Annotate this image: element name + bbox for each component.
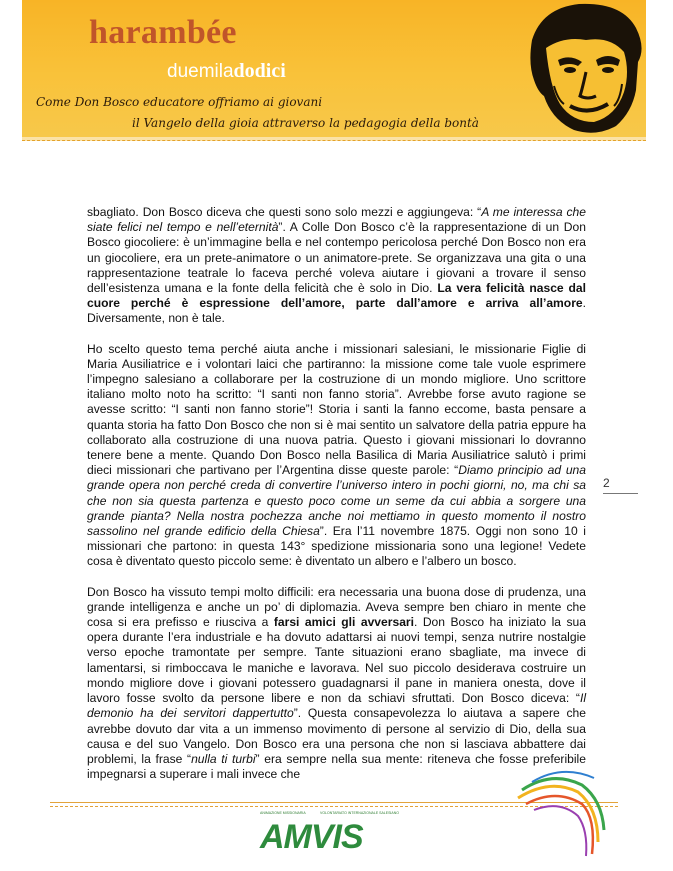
italic-text: Diamo principio ad una grande opera non perché creda di convertire l’universo intero in pochi giorni, no, ma chi sa che non sia questa partenza e questo poco come un seme da cui abbia a sorgere una grande pianta? Nella nostra pochezza anche noi mettiamo in questo momento il nostro sassolino nel grande edificio della Chiesa	[87, 463, 586, 539]
text-run: Don Bosco ha vissuto tempi molto difficili: era necessaria una buona dose di prudenza, una grande intelligenza e anche un po’ di diplomazia. Aveva sempre ben chiaro in mente che cosa si era prefisso e riusciva a	[87, 584, 586, 630]
motto-line-1: Come Don Bosco educatore offriamo ai giovani	[36, 95, 323, 109]
text-run: . Don Bosco ha iniziato la sua opera durante l’era industriale e ha dovuto adattarsi ai nuovi tempi, senza nutrire nostalgie verso epoche tramontate per sempre. Tante situazioni erano sbagliate, ma invece di lamentarsi, si rimboccava le maniche e lavorava. Nel suo piccolo desiderava costruire un mondo migliore dove i giovani potessero guadagnarsi il pane in maniera onesta, dove il lavoro fosse svolto da persone libere e non da schiavi sfruttati. Don Bosco diceva: “	[87, 615, 586, 706]
logo-wordmark: AMVIS	[260, 818, 363, 856]
text-run: Ho scelto questo tema perché aiuta anche i missionari salesiani, le missionarie Figlie di Maria Ausiliatrice e i volontari laici che partiranno: la missione come tale vuole esprimere l’impegno salesiano a collaborare per la costruzione di un mondo migliore. Uno scrittore italiano molto noto ha scritto: “I santi non fanno storia”. Avrebbe forse avuto ragione se avesse scritto: “I santi non fanno storie”! Storia i santi la fanno eccome, basta pensare a quanta storia ha fatto Don Bosco che non si è mai sentito un salvatore della patria eppure ha collaborato alla costruzione di una nuova patria. Questo i giovani missionari lo dovranno tenere bene a mente. Quando Don Bosco nella Basilica di Maria Ausiliatrice salutò i primi dieci missionari che partivano per l’Argentina disse queste parole: “	[87, 341, 586, 478]
subtitle-bold: dodici	[233, 60, 286, 82]
motto-line-2: il Vangelo della gioia attraverso la pedagogia della bontà	[132, 116, 479, 130]
logo-small-left-text: ANIMAZIONE MISSIONARIA	[260, 811, 306, 815]
bold-text: La vera felicità nasce dal cuore perché è espressione dell’amore, parte dall’amore e arriva all’amore	[87, 281, 586, 311]
page-number: 2	[603, 476, 638, 494]
text-run: ”. Questa consapevolezza lo aiutava a sapere che avrebbe dovuto dar vita a un immenso movimento di persone al servizio di Dio, della sua causa e del suo Vangelo. Don Bosco era una persona che non si lasciava abbattere dai problemi, la frase “	[87, 706, 586, 766]
italic-text: nulla ti turbi	[191, 751, 256, 766]
page-title: harambée	[89, 14, 237, 51]
header-divider	[22, 137, 646, 141]
header-banner	[22, 0, 646, 137]
text-run: ”. A Colle Don Bosco c’è la rappresentazione di un Don Bosco giocoliere: è un’immagine bella e nel contempo pericolosa perché Don Bosco non era un giocoliere, era un prete-animatore o un animatore-prete. Se organizzava una gita o una rappresentazione teatrale lo faceva perché voleva aiutare i giovani a trovare il senso dell’esistenza umana e la fonte della felicità che è solo in Dio.	[87, 220, 586, 296]
subtitle-light: duemila	[167, 61, 234, 82]
decorative-swoosh-icon	[512, 760, 612, 860]
paragraph-2	[87, 342, 586, 570]
text-run: sbagliato. Don Bosco diceva che questi sono solo mezzi e aggiungeva: “	[87, 205, 482, 219]
subtitle	[167, 60, 286, 83]
text-run: ” era sempre nella sua mente: riteneva che fosse preferibile impegnarsi a superare i mali invece che	[87, 751, 586, 782]
italic-text: A me interessa che siate felici nel tempo e nell’eternità	[87, 205, 586, 235]
paragraph-3	[87, 585, 586, 783]
body-text	[87, 205, 586, 797]
amvis-logo	[258, 808, 399, 860]
text-run: . Diversamente, non è tale.	[87, 296, 586, 326]
italic-text: Il demonio ha dei servitori dappertutto	[87, 691, 586, 721]
bold-text: farsi amici gli avversari	[273, 615, 414, 630]
text-run: ”. Era l’11 novembre 1875. Oggi non sono 10 i missionari che partono: in questa 143° spedizione missionaria sono una legione! Vedete cosa è diventato questo piccolo seme: è diventato un albero e l’albero un bosco.	[87, 524, 586, 569]
don-bosco-portrait-icon	[524, 0, 646, 137]
paragraph-1	[87, 205, 586, 327]
logo-small-right-text: VOLONTARIATO INTERNAZIONALE SALESIANO	[320, 811, 399, 815]
